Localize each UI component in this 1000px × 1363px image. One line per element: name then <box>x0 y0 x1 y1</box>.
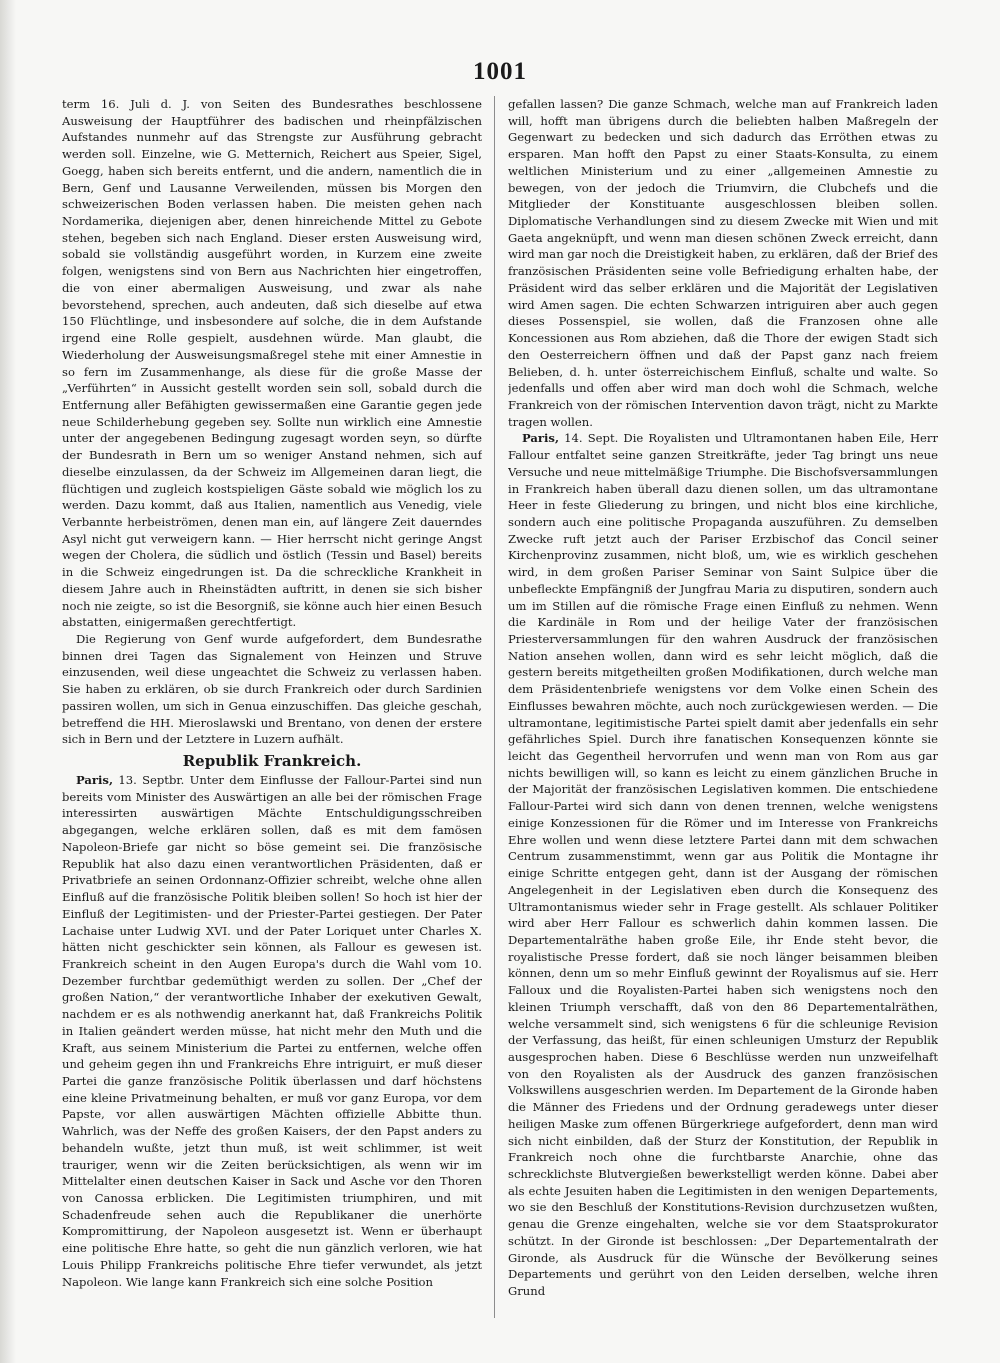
dateline-paris-14: Paris, <box>522 431 559 446</box>
right-paragraph-1: gefallen lassen? Die ganze Schmach, welche man auf Frankreich laden will, hofft man übrigens durch die beliebten halben Maßregeln der Gegenwart zu bedecken und sich dadurch das Erröthen etwas zu ersparen. Man hofft den Papst zu einer Staats-Konsulta, zu einem weltlichen Ministerium und zu einer „allgemeinen Amnestie zu bewegen, von der jedoch die Triumvirn, die Clubchefs und die Mitglieder der Konstituante ausgeschlossen bleiben sollen. Diplomatische Verhandlungen sind zu diesem Zwecke mit Wien und mit Gaeta angeknüpft, und wenn man diesen schönen Zweck erreicht, dann wird man gar noch die Dreistigkeit haben, zu erklären, daß der Brief des französischen Präsidenten seine volle Befriedigung erhalten habe, der Präsident wird das selber erklären und die Majorität der Legislativen wird Amen sagen. Die echten Schwarzen intriguiren aber auch gegen dieses Possenspiel, sie wollen, daß die Franzosen ohne alle Koncessionen aus Rom abziehen, daß die Thore der ewigen Stadt sich den Oesterreichern öffnen und daß der Papst ganz nach freiem Belieben, d. h. unter österreichischem Einfluß, schalte und walte. So jedenfalls und offen aber wird man doch wohl die Schmach, welche Frankreich von der römischen Intervention davon trägt, nicht zu Markte tragen wollen. <box>508 97 938 429</box>
right-column <box>508 96 938 1324</box>
page-edge-shadow <box>0 0 16 1363</box>
page-number: 1001 <box>473 58 527 85</box>
left-paragraph-2: Die Regierung von Genf wurde aufgefordert, dem Bundesrathe binnen drei Tagen das Signalement von Heinzen und Struve einzusenden, weil diese ungeachtet die Schweiz zu verlassen haben. Sie haben zu erklären, ob sie durch Frankreich oder durch Sardinien passiren wollen, um sich in Genua einzuschiffen. Das gleiche geschah, betreffend die HH. Mieroslawski und Brentano, von denen der erstere sich in Bern und der Letztere in Luzern aufhält. <box>62 632 482 747</box>
column-divider <box>494 96 495 1318</box>
left-paragraph-1: term 16. Juli d. J. von Seiten des Bundesrathes beschlossene Ausweisung der Hauptführer des badischen und rheinpfälzischen Aufstandes nunmehr auf das Strengste zur Ausführung gebracht werden soll. Einzelne, wie G. Metternich, Reichert aus Speier, Sigel, Goegg, haben sich bereits entfernt, und die andern, namentlich die in Bern, Genf und Lausanne Verweilenden, müssen bis Morgen den schweizerischen Boden verlassen haben. Die meisten gehen nach Nordamerika, diejenigen aber, denen hinreichende Mittel zu Gebote stehen, begeben sich nach England. Dieser ersten Ausweisung wird, sobald sie vollständig ausgeführt worden, in Kurzem eine zweite folgen, wenigstens sind von Bern aus Nachrichten hier eingetroffen, die von einer abermaligen Ausweisung, und zwar als nahe bevorstehend, sprechen, auch andeuten, daß sich dieselbe auf etwa 150 Flüchtlinge, und insbesondere auf solche, die in dem Aufstande irgend eine Rolle gespielt, ausdehnen würde. Man glaubt, die Wiederholung der Ausweisungsmaßregel stehe mit einer Amnestie in so fern im Zusammenhange, als diese für die große Masse der „Verführten“ in Aussicht gestellt worden sein soll, sobald durch die Entfernung aller Befähigten gewissermaßen eine Garantie gegen jede neue Schilderhebung gegeben sey. Sollte nun wirklich eine Amnestie unter der angegebenen Bedingung zugesagt worden seyn, so dürfte der Bundesrath in Bern um so weniger Anstand nehmen, sich auf dieselbe einzulassen, da der Schweiz im Allgemeinen daran liegt, die flüchtigen und zugleich kostspieligen Gäste sobald wie möglich los zu werden. Dazu kommt, daß aus Italien, namentlich aus Venedig, viele Verbannte herbeiströmen, denen man ein, auf längere Zeit dauerndes Asyl nicht gut verweigern kann. — Hier herrscht nicht geringe Angst wegen der Cholera, die südlich und östlich (Tessin und Basel) bereits in die Schweiz eingedrungen ist. Da die schreckliche Krankheit in diesem Jahre auch in Rheinstädten auftritt, in denen sie sich bisher noch nie zeigte, so ist die Besorgniß, sie könne auch hier einen Besuch abstatten, einigermaßen gerechtfertigt. <box>62 97 482 630</box>
left-column <box>62 96 482 1324</box>
right-paragraph-2 <box>508 430 938 1299</box>
dateline-paris-13: Paris, <box>76 773 113 788</box>
left-paragraph-3 <box>62 772 482 1290</box>
section-heading-frankreich: Republik Frankreich. <box>182 752 362 771</box>
right-paragraph-2-text: 14. Sept. Die Royalisten und Ultramontanen haben Eile, Herr Fallour entfaltet seine ganzen Streitkräfte, jeder Tag bringt uns neue Versuche und neue mittelmäßige Triumphe. Die Bischofsversammlungen in Frankreich haben überall dazu dienen sollen, um das ultramontane Heer in feste Gliederung zu bringen, und nicht blos eine kirchliche, sondern auch eine politische Propaganda auszuführen. Zu demselben Zwecke ruft jetzt auch der Pariser Erzbischof das Concil seiner Kirchenprovinz zusammen, nicht bloß, um, wie es wirklich geschehen wird, in dem großen Pariser Seminar von Saint Sulpice über die unbefleckte Empfängniß der Jungfrau Maria zu disputiren, sondern auch um im Stillen auf die römische Frage einen Einfluß zu nehmen. Wenn die Kardinäle in Rom und der heilige Vater der französischen Priesterversammlungen für den wahren Ausdruck der französischen Nation ansehen wollen, dann wird es sehr leicht möglich, daß die gestern bereits mitgetheilten großen Modifikationen, durch welche man dem Präsidentenbriefe wenigstens vor dem Volke einen Schein des Einflusses bewahren möchte, auch noch zurückgewiesen werden. — Die ultramontane, legitimistische Partei spielt damit aber jedenfalls ein sehr gefährliches Spiel. Durch ihre fanatischen Konsequenzen könnte sie leicht das Gegentheil hervorrufen und wenn man von Rom aus gar nichts bewilligen will, so kann es leicht zu einem gänzlichen Bruche in der Majorität der französischen Legislativen kommen. Die entschiedene Fallour-Partei wird sich dann von denen trennen, welche wenigstens einige Konzessionen für die Römer und im Interesse von Frankreichs Ehre wollen und wenn diese letztere Partei dann mit dem schwachen Centrum zusammenstimmt, wenn gar aus Politik die Montagne ihr einige Schritte entgegen geht, dann ist der Ausgang der römischen Angelegenheit in der Legislativen eben durch die Konsequenz des Ultramontanismus wieder sehr in Frage gestellt. Als schlauer Politiker wird aber Herr Fallour es schwerlich dahin kommen lassen. Die Departementalräthe haben große Eile, ihr Ende steht bevor, die royalistische Presse fordert, daß sie noch länger beisammen bleiben können, denn um so mehr Einfluß gewinnt der Royalismus auf sie. Herr Falloux und die Royalisten-Partei haben sich wenigstens noch den kleinen Triumph verschafft, daß von den 86 Departementalräthen, welche versammelt sind, sich wenigstens 6 für die schleunige Revision der Verfassung, das heißt, für einen schleunigen Umsturz der Republik ausgesprochen haben. Diese 6 Beschlüsse werden nun unzweifelhaft von den Royalisten als der Ausdruck des ganzen französischen Volkswillens ausgeschrien werden. Im Departement de la Gironde haben die Männer des Friedens und der Ordnung geradewegs unter dieser heiligen Maske zum offenen Bürgerkriege aufgefordert, denn man wird sich nicht einbilden, daß der Sturz der Konstitution, der Republik in Frankreich noch ohne die furchtbarste Anarchie, ohne das schrecklichste Blutvergießen bewerkstelligt werden könne. Dabei aber als echte Jesuiten haben die Legitimisten in den wenigen Departements, wo sie den Beschluß der Konstitutions-Revision durchzusetzen wußten, genau die Grenze eingehalten, welche sie vor dem Staatsprokurator schützt. In der Gironde ist beschlossen: „Der Departementalrath der Gironde, als Ausdruck für die Wünsche der Bevölkerung seines Departements und gerührt von den Leiden derselben, welche ihren Grund <box>508 431 938 1299</box>
left-paragraph-3-text: 13. Septbr. Unter dem Einflusse der Fallour-Partei sind nun bereits vom Minister des Auswärtigen an alle bei der römischen Frage interessirten auswärtigen Mächte Entschuldigungsschreiben abgegangen, welche erklären sollen, daß es mit dem famösen Napoleon-Briefe gar nicht so böse gemeint sei. Die französische Republik hat also dazu einen verantwortlichen Präsidenten, daß er Privatbriefe an seinen Ordonnanz-Offizier schreibt, welche ohne allen Einfluß auf die französische Politik bleiben sollen! So hoch ist hier der Einfluß der Legitimisten- und der Priester-Partei gestiegen. Der Pater Lachaise unter Ludwig XVI. und der Pater Loriquet unter Charles X. hätten nicht geschickter sein können, als Fallour es gewesen ist. Frankreich scheint in den Augen Europa's durch die Wahl vom 10. Dezember furchtbar gedemüthigt werden zu sollen. Der „Chef der großen Nation,“ der verantwortliche Inhaber der exekutiven Gewalt, nachdem er es als nothwendig anerkannt hat, daß Frankreichs Politik in Italien geändert werden müsse, hat nicht mehr den Muth und die Kraft, aus seinem Ministerium die Partei zu entfernen, welche offen und geheim gegen ihn und Frankreichs Ehre intriguirt, er muß dieser Partei die ganze französische Politik überlassen und darf höchstens eine kleine Privatmeinung behalten, er muß vor ganz Europa, vor dem Papste, vor allen auswärtigen Mächten offizielle Abbitte thun. Wahrlich, was der Neffe des großen Kaisers, der den Papst anders zu behandeln wußte, jetzt thun muß, ist weit schlimmer, ist weit trauriger, wenn wir die Zeiten berücksichtigen, als wenn wir im Mittelalter einen deutschen Kaiser in Sack und Asche vor den Thoren von Canossa erblicken. Die Legitimisten triumphiren, und mit Schadenfreude sehen auch die Republikaner die unerhörte Kompromittirung, der Napoleon ausgesetzt ist. Wenn er überhaupt eine politische Ehre hatte, so geht die nun gänzlich verloren, wie hat Louis Philipp Frankreichs politische Ehre tiefer verwundet, als jetzt Napoleon. Wie lange kann Frankreich sich eine solche Position <box>62 773 482 1289</box>
